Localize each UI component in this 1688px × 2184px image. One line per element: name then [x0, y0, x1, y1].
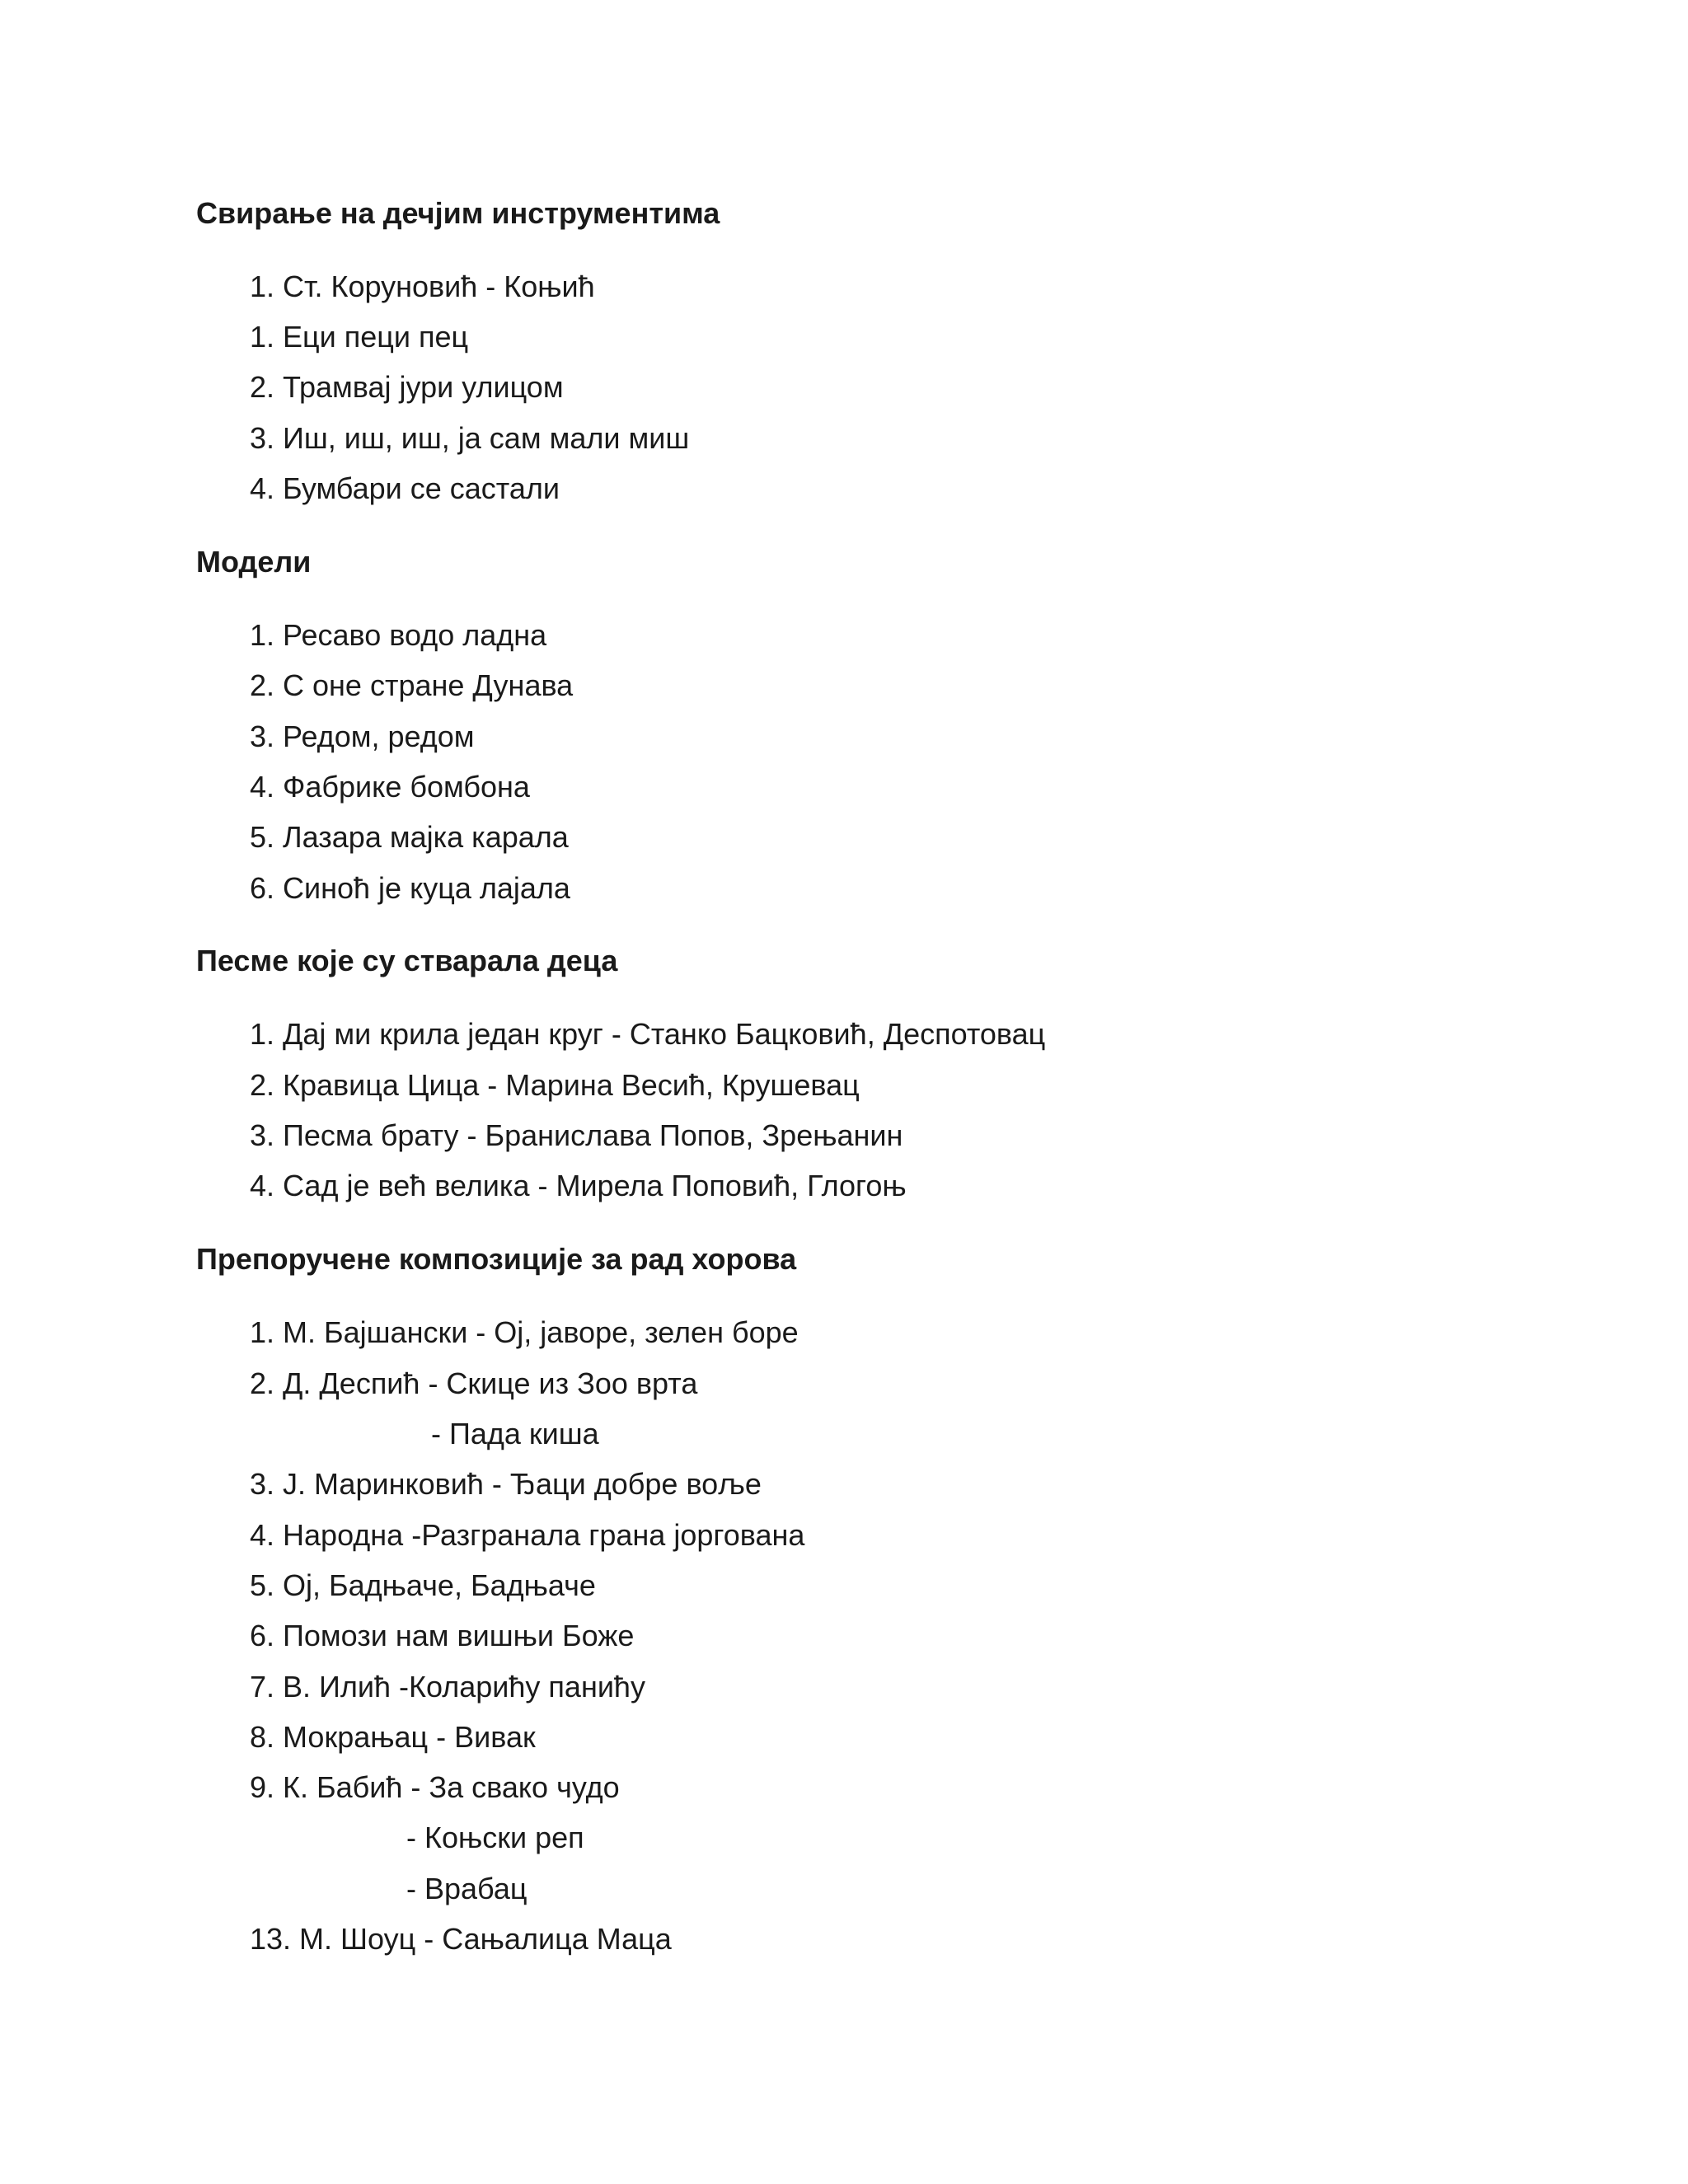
list-item: 6. Помози нам вишњи Боже: [250, 1619, 635, 1652]
list-item: 6. Синоћ је куца лајала: [250, 871, 570, 905]
list-item: 5. Лазара мајка карала: [250, 820, 569, 854]
section-heading-children-songs: Песме које су стварала деца: [196, 944, 618, 977]
list-item: 3. Песма брату - Бранислава Попов, Зрењанин: [250, 1118, 903, 1152]
list-subitem: - Пада киша: [431, 1417, 599, 1451]
list-item: 4. Сад је већ велика - Мирела Поповић, Глогоњ: [250, 1169, 907, 1202]
list-item: 1. Ст. Коруновић - Коњић: [250, 269, 595, 303]
section-heading-instruments: Свирање на дечјим инструментима: [196, 196, 720, 230]
list-item: 8. Мокрањац - Вивак: [250, 1720, 536, 1754]
list-item: 2. С оне стране Дунава: [250, 668, 574, 702]
list-item: 2. Кравица Цица - Марина Весић, Крушевац: [250, 1068, 860, 1102]
list-item: 4. Народна -Разгранала грана јоргована: [250, 1518, 805, 1552]
section-heading-choir-compositions: Препоручене композиције за рад хорова: [196, 1242, 797, 1276]
list-item: 1. Дај ми крила један круг - Станко Бацковић, Деспотовац: [250, 1017, 1046, 1051]
list-item: 13. М. Шоуц - Сањалица Маца: [250, 1922, 672, 1956]
list-item: 2. Трамвај јури улицом: [250, 370, 564, 404]
list-item: 4. Фабрике бомбона: [250, 770, 530, 804]
list-item: 5. Ој, Бадњаче, Бадњаче: [250, 1568, 596, 1602]
list-item: 4. Бумбари се састали: [250, 471, 560, 505]
list-item: 7. В. Илић -Коларићу панићу: [250, 1670, 645, 1704]
list-item: 1. Ресаво водо ладна: [250, 618, 547, 652]
list-item: 2. Д. Деспић - Скице из Зоо врта: [250, 1366, 698, 1400]
list-item: 3. Иш, иш, иш, ја сам мали миш: [250, 421, 690, 455]
list-item: 3. Ј. Маринковић - Ђаци добре воље: [250, 1467, 762, 1501]
list-item: 3. Редом, редом: [250, 719, 475, 753]
section-heading-models: Модели: [196, 545, 312, 579]
list-item: 9. К. Бабић - За свако чудо: [250, 1770, 620, 1804]
list-subitem: - Коњски реп: [406, 1821, 584, 1854]
list-item: 1. М. Бајшански - Ој, јаворе, зелен боре: [250, 1315, 799, 1349]
list-subitem: - Врабац: [406, 1872, 528, 1905]
list-item: 1. Еци пеци пец: [250, 320, 469, 354]
